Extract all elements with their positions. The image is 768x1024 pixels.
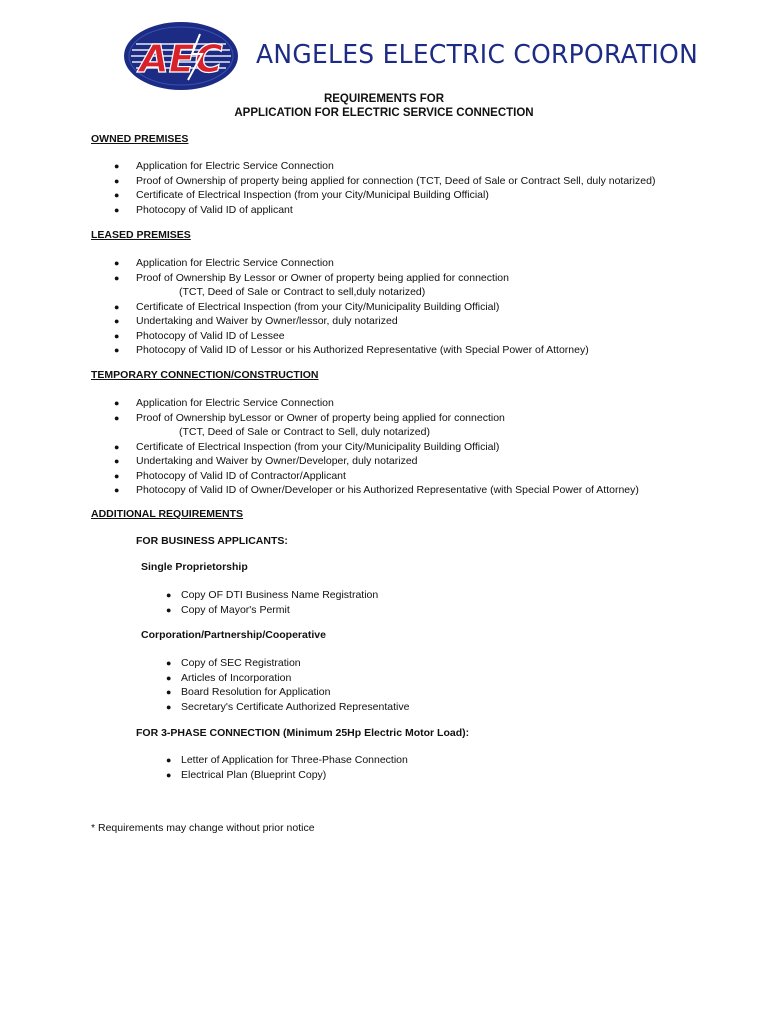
bullet-icon: ● (114, 316, 120, 326)
bullet-icon: ● (114, 441, 120, 452)
corporation-list (0, 656, 409, 714)
bullet-icon: ● (114, 204, 120, 215)
bullet-icon: ● (114, 345, 120, 355)
bullet-icon: ● (166, 604, 172, 615)
bullet-icon: ● (166, 769, 172, 780)
list-item: ● Proof of Ownership byLessor or Owner of property being applied for connection (114, 411, 505, 424)
list-item: ● Copy of SEC Registration (166, 657, 301, 669)
list-item: ● Photocopy of Valid ID of Owner/Developer or his Authorized Representative (with Special Power of Attorney) (114, 484, 639, 496)
bullet-icon: ● (114, 272, 120, 283)
letterhead (122, 20, 699, 92)
list-item: ● Photocopy of Valid ID of Lessor or his Authorized Representative (with Special Power of Attorney) (114, 344, 589, 356)
company-name: ANGELES ELECTRIC CORPORATION (256, 40, 699, 70)
three-phase-heading: FOR 3-PHASE CONNECTION (Minimum 25Hp Electric Motor Load): (136, 727, 470, 739)
bullet-icon: ● (114, 330, 120, 341)
list-item: ● Certificate of Electrical Inspection (from your City/Municipality Building Official) (114, 300, 500, 313)
list-item: ● Electrical Plan (Blueprint Copy) (166, 768, 327, 781)
additional-requirements-heading: ADDITIONAL REQUIREMENTS (91, 508, 244, 520)
bullet-icon: ● (114, 161, 120, 171)
single-proprietorship-list (0, 588, 378, 617)
bullet-icon: ● (166, 590, 172, 600)
list-item: ● Certificate of Electrical Inspection (from your City/Municipality Building Official) (114, 440, 500, 453)
list-item: ● Proof of Ownership By Lessor or Owner of property being applied for connection (114, 271, 509, 284)
three-phase-list (0, 753, 408, 782)
bullet-icon: ● (166, 701, 172, 712)
list-item: ● Letter of Application for Three-Phase Connection (166, 754, 408, 766)
owned-premises-heading: OWNED PREMISES (91, 133, 189, 145)
leased-premises-heading: LEASED PREMISES (91, 229, 191, 241)
list-item: ● Certificate of Electrical Inspection (from your City/Municipal Building Official) (114, 189, 489, 201)
bullet-icon: ● (166, 687, 172, 697)
bullet-icon: ● (114, 301, 120, 312)
list-item: ● Photocopy of Valid ID of applicant (114, 203, 293, 216)
doc-title-line2: APPLICATION FOR ELECTRIC SERVICE CONNECTION (234, 107, 534, 119)
list-item-continuation: (TCT, Deed of Sale or Contract to sell,duly notarized) (179, 286, 426, 298)
bullet-icon: ● (114, 190, 120, 200)
business-applicants-heading: FOR BUSINESS APPLICANTS: (136, 535, 288, 547)
list-item: ● Secretary's Certificate Authorized Representative (166, 700, 410, 713)
temporary-connection-heading: TEMPORARY CONNECTION/CONSTRUCTION (91, 369, 319, 381)
leased-premises-list (0, 256, 589, 358)
footer-note: * Requirements may change without prior notice (91, 822, 315, 834)
owned-premises-list (0, 159, 655, 217)
list-item: ● Copy of Mayor's Permit (166, 603, 290, 616)
single-proprietorship-heading: Single Proprietorship (141, 561, 248, 573)
bullet-icon: ● (114, 398, 120, 408)
list-item: ● Undertaking and Waiver by Owner/Developer, duly notarized (114, 455, 418, 467)
list-item: ● Photocopy of Valid ID of Contractor/Applicant (114, 469, 346, 482)
list-item: ● Articles of Incorporation (166, 671, 292, 684)
bullet-icon: ● (114, 258, 120, 268)
bullet-icon: ● (114, 470, 120, 481)
list-item: ● Application for Electric Service Connection (114, 397, 334, 409)
bullet-icon: ● (114, 485, 120, 495)
list-item: ● Application for Electric Service Connection (114, 257, 334, 269)
list-item: ● Undertaking and Waiver by Owner/lessor, duly notarized (114, 315, 398, 327)
bullet-icon: ● (166, 658, 172, 668)
aec-logo-text: AEC (139, 37, 223, 81)
temporary-connection-list (0, 396, 639, 498)
list-item: ● Proof of Ownership of property being applied for connection (TCT, Deed of Sale or Contract Sell, duly notarized) (114, 174, 656, 187)
list-item: ● Application for Electric Service Connection (114, 160, 334, 172)
bullet-icon: ● (114, 456, 120, 466)
list-item: ● Photocopy of Valid ID of Lessee (114, 329, 285, 342)
corporation-heading: Corporation/Partnership/Cooperative (141, 629, 326, 641)
bullet-icon: ● (166, 672, 172, 683)
list-item: ● Board Resolution for Application (166, 686, 331, 698)
list-item-continuation: (TCT, Deed of Sale or Contract to Sell, duly notarized) (179, 426, 430, 438)
doc-title-line1: REQUIREMENTS FOR (323, 93, 445, 105)
bullet-icon: ● (166, 755, 172, 765)
aec-logo (122, 20, 240, 92)
bullet-icon: ● (114, 412, 120, 423)
list-item: ● Copy OF DTI Business Name Registration (166, 589, 379, 601)
bullet-icon: ● (114, 175, 120, 186)
